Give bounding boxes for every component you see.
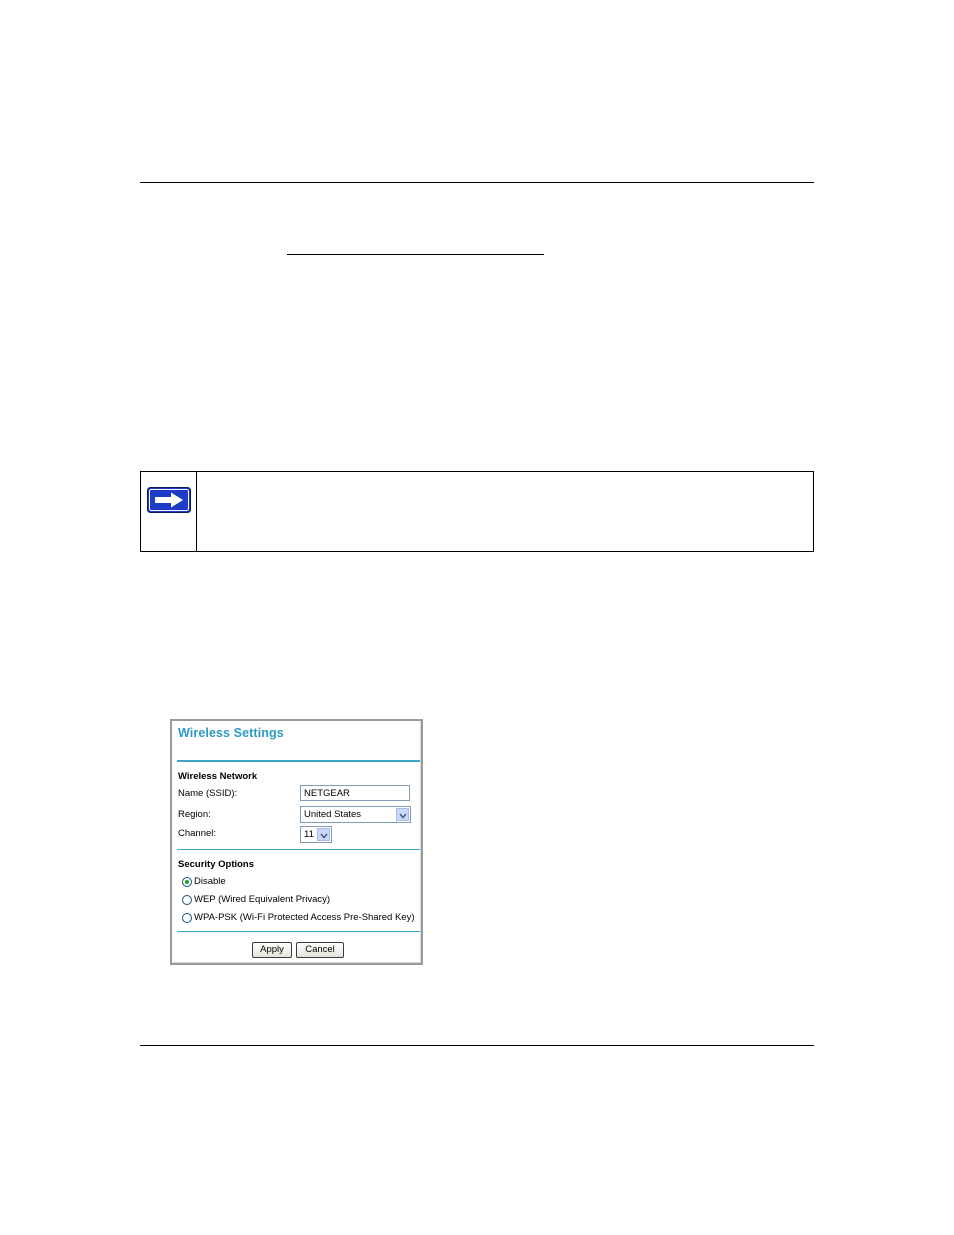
title-divider xyxy=(177,760,420,762)
radio-label-wpa-psk: WPA-PSK (Wi-Fi Protected Access Pre-Shared Key) xyxy=(194,912,415,923)
radio-disable[interactable] xyxy=(182,877,192,887)
apply-button[interactable]: Apply xyxy=(252,942,292,958)
security-options-heading: Security Options xyxy=(178,859,255,870)
radio-label-wep: WEP (Wired Equivalent Privacy) xyxy=(194,894,331,905)
ssid-label: Name (SSID): xyxy=(178,788,238,799)
header-rule xyxy=(140,182,814,183)
region-select[interactable] xyxy=(300,806,411,823)
ssid-input[interactable] xyxy=(300,785,410,801)
channel-label: Channel: xyxy=(178,828,217,839)
wireless-settings-panel xyxy=(170,719,423,965)
chevron-down-icon[interactable] xyxy=(396,808,409,821)
region-label: Region: xyxy=(178,809,211,820)
footer-rule xyxy=(140,1045,814,1046)
radio-wep[interactable] xyxy=(182,895,192,905)
radio-label-disable: Disable xyxy=(194,876,226,887)
link-underline xyxy=(287,254,544,255)
right-arrow-icon xyxy=(147,487,191,513)
note-divider xyxy=(196,472,197,551)
channel-value: 11 xyxy=(304,829,314,840)
section-divider xyxy=(177,849,420,850)
panel-title: Wireless Settings xyxy=(178,726,284,740)
radio-wpa-psk[interactable] xyxy=(182,913,192,923)
channel-select[interactable] xyxy=(300,826,332,843)
wireless-network-heading: Wireless Network xyxy=(178,771,258,782)
chevron-down-icon[interactable] xyxy=(317,828,330,841)
note-box xyxy=(140,471,814,552)
region-value: United States xyxy=(304,809,362,820)
buttons-divider xyxy=(177,931,420,932)
cancel-button[interactable]: Cancel xyxy=(296,942,344,958)
